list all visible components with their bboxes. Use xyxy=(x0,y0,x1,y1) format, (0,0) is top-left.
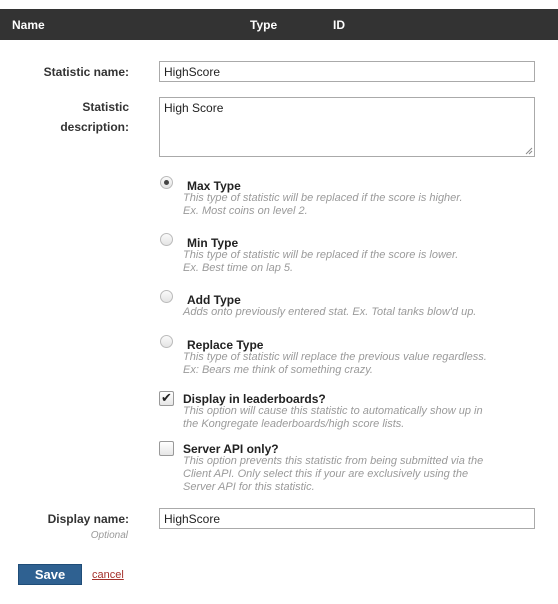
min-type-desc-line2: Ex. Best time on lap 5. xyxy=(183,262,294,274)
server-api-only-desc-line2: Client API. Only select this if your are exclusively using the xyxy=(183,468,469,480)
add-type-radio[interactable] xyxy=(160,290,173,303)
min-type-radio[interactable] xyxy=(160,233,173,246)
header-id: ID xyxy=(333,18,345,32)
display-name-input[interactable] xyxy=(159,508,535,529)
display-in-leaderboards-checkbox[interactable] xyxy=(159,391,174,406)
display-name-label: Display name: xyxy=(47,512,129,526)
save-button[interactable]: Save xyxy=(18,564,82,585)
server-api-only-checkbox[interactable] xyxy=(159,441,174,456)
max-type-desc-line1: This type of statistic will be replaced if the score is higher. xyxy=(183,192,463,204)
statistic-description-label-line1: Statistic xyxy=(82,100,129,114)
statistic-description-textarea[interactable] xyxy=(159,97,535,157)
add-type-title: Add Type xyxy=(187,293,241,307)
replace-type-title: Replace Type xyxy=(187,338,264,352)
server-api-only-desc-line3: Server API for this statistic. xyxy=(183,481,315,493)
cancel-link[interactable]: cancel xyxy=(92,569,124,581)
replace-type-desc-line1: This type of statistic will replace the previous value regardless. xyxy=(183,351,487,363)
server-api-only-desc-line1: This option prevents this statistic from being submitted via the xyxy=(183,455,484,467)
header-type: Type xyxy=(250,18,278,32)
max-type-radio[interactable] xyxy=(160,176,173,189)
statistic-description-label-line2: description: xyxy=(60,120,129,134)
server-api-only-title: Server API only? xyxy=(183,442,279,456)
max-type-title: Max Type xyxy=(187,179,241,193)
add-type-desc-line1: Adds onto previously entered stat. Ex. Total tanks blow'd up. xyxy=(183,306,477,318)
replace-type-desc-line2: Ex: Bears me think of something crazy. xyxy=(183,364,373,376)
min-type-title: Min Type xyxy=(187,236,239,250)
statistic-name-label: Statistic name: xyxy=(43,65,129,79)
display-in-leaderboards-desc-line2: the Kongregate leaderboards/high score lists. xyxy=(183,418,405,430)
display-name-optional-hint: Optional xyxy=(90,530,128,541)
display-in-leaderboards-desc-line1: This option will cause this statistic to automatically show up in xyxy=(183,405,483,417)
replace-type-radio[interactable] xyxy=(160,335,173,348)
statistic-description-value: High Score xyxy=(164,101,224,115)
table-header xyxy=(0,9,558,40)
max-type-desc-line2: Ex. Most coins on level 2. xyxy=(183,205,308,217)
statistic-name-input[interactable] xyxy=(159,61,535,82)
resize-grip-icon[interactable] xyxy=(525,147,533,155)
header-name: Name xyxy=(12,18,45,32)
min-type-desc-line1: This type of statistic will be replaced if the score is lower. xyxy=(183,249,459,261)
checkmark-icon: ✔ xyxy=(161,390,172,405)
display-in-leaderboards-title: Display in leaderboards? xyxy=(183,392,326,406)
